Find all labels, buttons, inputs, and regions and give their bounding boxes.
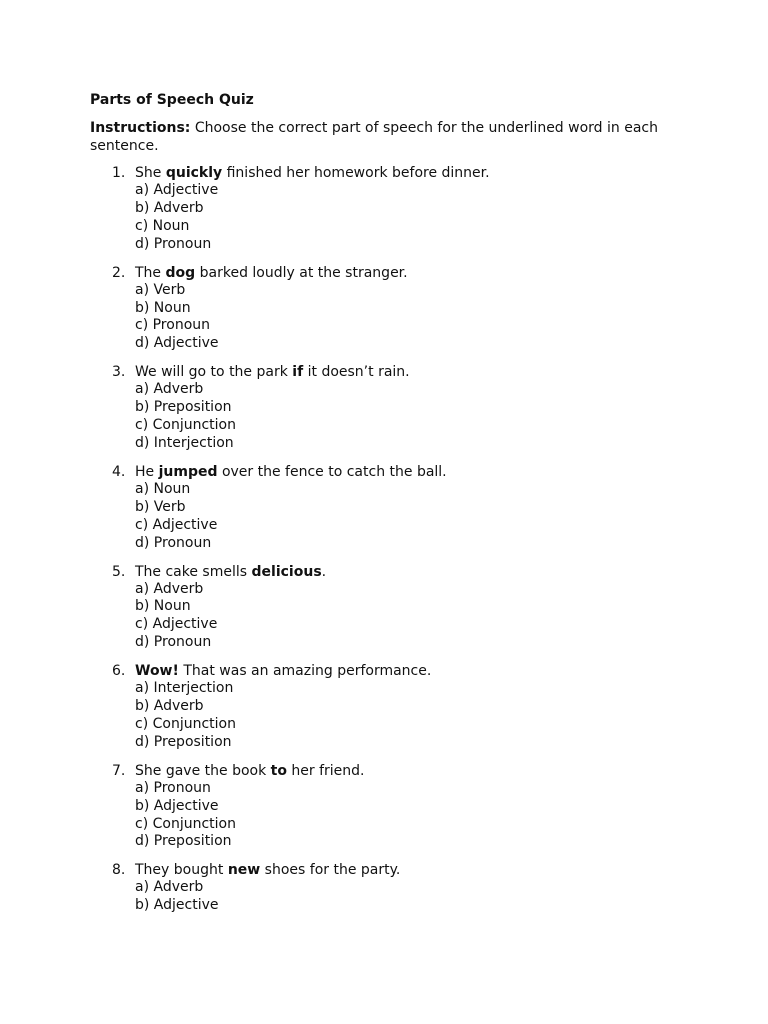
question-keyword: Wow! bbox=[135, 663, 179, 680]
instructions-label: Instructions: bbox=[90, 120, 191, 136]
question-text bbox=[135, 662, 690, 680]
question-item bbox=[90, 762, 690, 852]
answer-option: d) Pronoun bbox=[135, 634, 212, 651]
question-number: 5. bbox=[112, 563, 126, 580]
question-text-after: it doesn’t rain. bbox=[303, 364, 410, 381]
instructions bbox=[90, 119, 690, 155]
quiz-page bbox=[90, 90, 690, 925]
answer-option: a) Adjective bbox=[135, 182, 219, 198]
answer-option: d) Pronoun bbox=[135, 235, 212, 252]
answer-option: c) Conjunction bbox=[135, 815, 236, 832]
question-keyword: if bbox=[292, 364, 304, 381]
question-item bbox=[90, 563, 690, 653]
answer-options bbox=[135, 182, 690, 254]
question-text bbox=[135, 363, 690, 381]
question-text-after: shoes for the party. bbox=[260, 862, 401, 879]
question-number: 8. bbox=[112, 862, 126, 879]
answer-option: c) Pronoun bbox=[135, 317, 211, 334]
answer-options bbox=[135, 282, 690, 354]
question-text-before: She bbox=[135, 165, 166, 181]
question-item bbox=[90, 164, 690, 254]
question-text-after: . bbox=[321, 563, 327, 580]
answer-option: a) Noun bbox=[135, 480, 191, 497]
question-item bbox=[90, 662, 690, 752]
question-text-after: her friend. bbox=[286, 762, 365, 779]
answer-options bbox=[135, 680, 690, 752]
question-number: 6. bbox=[112, 663, 126, 680]
answer-option: b) Adverb bbox=[135, 698, 204, 715]
question-text-before: The cake smells bbox=[135, 563, 252, 580]
question-text bbox=[135, 164, 690, 182]
answer-option: a) Interjection bbox=[135, 680, 234, 697]
answer-options bbox=[135, 481, 690, 553]
question-keyword: new bbox=[227, 862, 261, 879]
answer-option: c) Conjunction bbox=[135, 715, 236, 732]
answer-option: a) Adverb bbox=[135, 381, 204, 398]
page-title: Parts of Speech Quiz bbox=[90, 92, 254, 108]
question-text-after: barked loudly at the stranger. bbox=[195, 264, 408, 281]
answer-options bbox=[135, 879, 690, 915]
answer-option: a) Adverb bbox=[135, 580, 204, 597]
question-keyword: dog bbox=[165, 264, 196, 281]
answer-option: b) Noun bbox=[135, 299, 191, 316]
question-text-before: We will go to the park bbox=[135, 364, 293, 381]
answer-option: a) Adverb bbox=[135, 879, 204, 896]
answer-option: b) Adjective bbox=[135, 797, 219, 814]
question-item bbox=[90, 264, 690, 354]
answer-options bbox=[135, 780, 690, 852]
question-text bbox=[135, 463, 690, 481]
answer-option: d) Adjective bbox=[135, 335, 219, 352]
question-number: 1. bbox=[112, 165, 126, 181]
question-text-before: She gave the book bbox=[135, 762, 271, 779]
question-keyword: quickly bbox=[165, 165, 223, 181]
answer-option: b) Adjective bbox=[135, 897, 219, 914]
question-text-after: over the fence to catch the ball. bbox=[217, 463, 447, 480]
answer-option: d) Preposition bbox=[135, 833, 232, 850]
question-list bbox=[90, 164, 690, 915]
question-text-after: finished her homework before dinner. bbox=[222, 165, 490, 181]
instructions-text: Choose the correct part of speech for the underlined word in each sentence. bbox=[90, 120, 658, 154]
answer-option: d) Preposition bbox=[135, 733, 232, 750]
question-keyword: to bbox=[270, 762, 287, 779]
question-item bbox=[90, 861, 690, 915]
answer-option: d) Pronoun bbox=[135, 534, 212, 551]
answer-option: c) Adjective bbox=[135, 616, 218, 633]
question-text bbox=[135, 762, 690, 780]
answer-option: b) Noun bbox=[135, 598, 191, 615]
answer-option: b) Verb bbox=[135, 498, 186, 515]
answer-option: a) Verb bbox=[135, 281, 186, 298]
question-text bbox=[135, 861, 690, 879]
question-number: 2. bbox=[112, 264, 126, 281]
question-text bbox=[135, 264, 690, 282]
answer-option: d) Interjection bbox=[135, 434, 234, 451]
question-item bbox=[90, 463, 690, 553]
question-keyword: jumped bbox=[158, 463, 218, 480]
question-number: 7. bbox=[112, 762, 126, 779]
answer-option: b) Adverb bbox=[135, 199, 204, 216]
answer-option: a) Pronoun bbox=[135, 779, 211, 796]
question-text-before: He bbox=[135, 463, 159, 480]
answer-option: b) Preposition bbox=[135, 399, 232, 416]
question-number: 3. bbox=[112, 364, 126, 381]
answer-options bbox=[135, 381, 690, 453]
question-keyword: delicious bbox=[251, 563, 322, 580]
answer-option: c) Conjunction bbox=[135, 417, 236, 434]
question-item bbox=[90, 363, 690, 453]
question-text-before: The bbox=[135, 264, 166, 281]
answer-options bbox=[135, 581, 690, 653]
question-number: 4. bbox=[112, 463, 126, 480]
question-text bbox=[135, 563, 690, 581]
answer-option: c) Noun bbox=[135, 217, 190, 234]
question-text-before: They bought bbox=[135, 862, 228, 879]
question-text-after: That was an amazing performance. bbox=[178, 663, 432, 680]
answer-option: c) Adjective bbox=[135, 516, 218, 533]
